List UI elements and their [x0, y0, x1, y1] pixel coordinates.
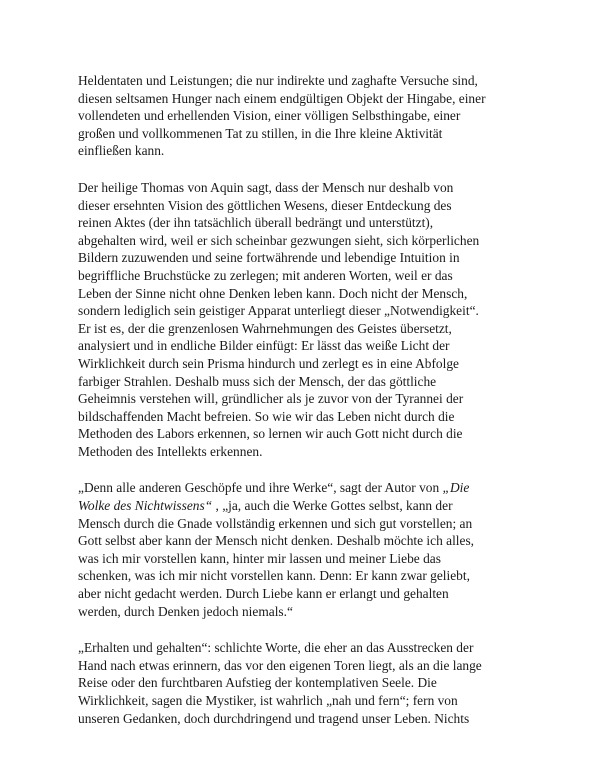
paragraph-2: [78, 179, 530, 461]
text-line: was ich mir vorstellen kann, hinter mir lassen und meiner Liebe das: [78, 550, 441, 566]
text-line: Mensch durch die Gnade vollständig erkennen und sich gut vorstellen; an: [78, 515, 473, 531]
text-line: bildschaffenden Macht befreien. So wie wir das Leben nicht durch die: [78, 408, 455, 424]
text-line: Methoden des Labors erkennen, so lernen wir auch Gott nicht durch die: [78, 426, 463, 442]
text-line: Gott selbst aber kann der Mensch nicht denken. Deshalb möchte ich alles,: [78, 533, 475, 549]
text-line: „Erhalten und gehalten“: schlichte Worte, die eher an das Ausstrecken der: [78, 640, 474, 656]
text-line: sondern lediglich sein geistiger Apparat unterliegt dieser „Notwendigkeit“.: [78, 303, 479, 319]
text-line: aber nicht gedacht werden. Durch Liebe kann er erlangt und gehalten: [78, 586, 449, 602]
text-run: , „ja, auch die Werke Gottes selbst, kann der: [212, 498, 453, 514]
text-line: analysiert und in endliche Bilder einfügt: Er lässt das weiße Licht der: [78, 338, 450, 354]
text-line: Heldentaten und Leistungen; die nur indirekte und zaghafte Versuche sind,: [78, 73, 478, 88]
text-line: [78, 479, 530, 497]
text-line: werden, durch Denken jedoch niemals.“: [78, 603, 293, 619]
text-line: Methoden des Intellekts erkennen.: [78, 443, 263, 459]
text-line: Leben der Sinne nicht ohne Denken leben kann. Doch nicht der Mensch,: [78, 285, 468, 301]
book-title-italic: Wolke des Nichtwissens“: [78, 498, 213, 514]
text-line: begriffliche Bruchstücke zu zerlegen; mit anderen Worten, weil er das: [78, 267, 453, 283]
text-run: „Denn alle anderen Geschöpfe und ihre Werke“, sagt der Autor von: [78, 480, 443, 496]
text-line: abgehalten wird, weil er sich scheinbar gezwungen sieht, sich körperlichen: [78, 232, 480, 248]
text-line: reinen Aktes (der ihn tatsächlich überall bedrängt und unterstützt),: [78, 215, 434, 231]
text-line: farbiger Strahlen. Deshalb muss sich der Mensch, der das göttliche: [78, 373, 437, 389]
text-line: dieser ersehnten Vision des göttlichen Wesens, dieser Entdeckung des: [78, 197, 452, 213]
text-line: Reise oder den furchtbaren Aufstieg der kontemplativen Seele. Die: [78, 675, 437, 691]
text-line: Wirklichkeit durch sein Prisma hindurch und zerlegt es in eine Abfolge: [78, 355, 459, 371]
paragraph-1: [78, 72, 530, 160]
text-line: Hand nach etwas erinnern, das vor den eigenen Toren liegt, als an die lange: [78, 657, 482, 673]
text-line: Bildern zuzuwenden und seine fortwährende und lebendige Intuition in: [78, 250, 460, 266]
text-line: Geheimnis verstehen will, gründlicher als je zuvor von der Tyrannei der: [78, 391, 464, 407]
text-line: vollendeten und erhellenden Vision, einer völligen Selbsthingabe, einer: [78, 108, 461, 124]
text-line: diesen seltsamen Hunger nach einem endgültigen Objekt der Hingabe, einer: [78, 90, 486, 106]
text-line: Wirklichkeit, sagen die Mystiker, ist wahrlich „nah und fern“; fern von: [78, 693, 458, 708]
text-line: [78, 497, 530, 515]
text-line: großen und vollkommenen Tat zu stillen, in die Ihre kleine Aktivität: [78, 125, 443, 141]
book-title-italic: „Die: [442, 480, 470, 496]
text-line: Der heilige Thomas von Aquin sagt, dass der Mensch nur deshalb von: [78, 179, 454, 195]
document-page: [78, 72, 530, 727]
text-line: einfließen kann.: [78, 143, 165, 159]
text-line: unseren Gedanken, doch durchdringend und tragend unser Leben. Nichts: [78, 710, 470, 726]
paragraph-4: [78, 639, 530, 727]
text-line: Er ist es, der die grenzenlosen Wahrnehmungen des Geistes übersetzt,: [78, 320, 452, 336]
paragraph-3-quote: [78, 479, 530, 620]
text-line: schenken, was ich mir nicht vorstellen kann. Denn: Er kann zwar geliebt,: [78, 568, 470, 584]
